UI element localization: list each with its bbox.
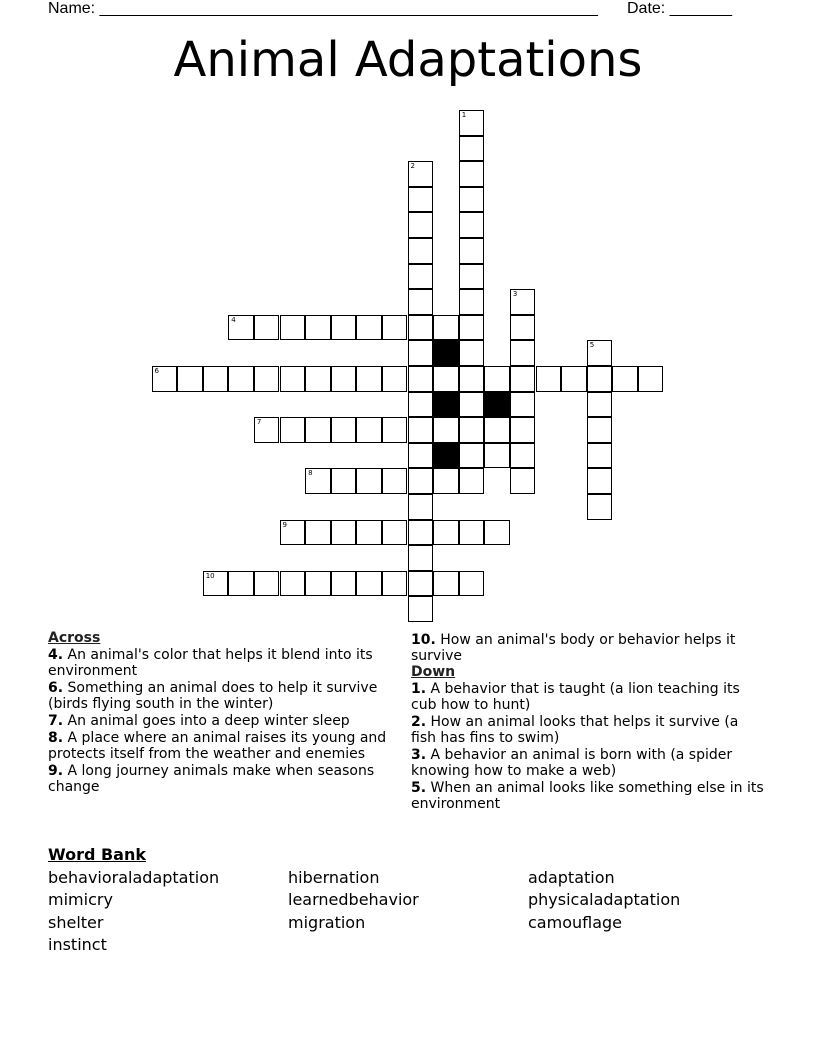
crossword-cell[interactable]: [228, 571, 254, 597]
clues-column-right: [411, 630, 766, 812]
crossword-cell[interactable]: [510, 468, 536, 494]
crossword-cell[interactable]: [280, 366, 306, 392]
word-bank-item: adaptation: [528, 868, 615, 887]
crossword-cell[interactable]: [305, 468, 331, 494]
crossword-cell[interactable]: [177, 366, 203, 392]
crossword-cell[interactable]: [638, 366, 664, 392]
crossword-cell[interactable]: [459, 238, 485, 264]
clue-number-6: 6: [154, 367, 159, 375]
name-line[interactable]: ________________________________________________________: [99, 0, 598, 17]
crossword-cell[interactable]: [408, 468, 434, 494]
clue-across-8: 8. A place where an animal raises its young and protects itself from the weather and enemies: [48, 730, 387, 762]
crossword-cell[interactable]: [433, 520, 459, 546]
crossword-cell[interactable]: [280, 315, 306, 341]
crossword-cell[interactable]: [433, 417, 459, 443]
crossword-cell[interactable]: [408, 366, 434, 392]
crossword-cell[interactable]: [382, 571, 408, 597]
crossword-cell[interactable]: [408, 596, 434, 622]
word-bank-item: camouflage: [528, 913, 622, 932]
clue-across-9: 9. A long journey animals make when seasons change: [48, 763, 375, 795]
clue-number-2: 2: [410, 162, 415, 171]
crossword-cell[interactable]: [356, 520, 382, 546]
crossword-cell[interactable]: [331, 315, 357, 341]
crossword-cell[interactable]: [408, 417, 434, 443]
crossword-cell[interactable]: [408, 289, 434, 315]
crossword-cell[interactable]: [510, 315, 536, 341]
crossword-cell[interactable]: [408, 161, 434, 187]
crossword-cell[interactable]: [484, 520, 510, 546]
crossword-cell[interactable]: [408, 545, 434, 571]
word-bank-item: physicaladaptation: [528, 890, 681, 909]
clue-number-10: 10: [205, 571, 215, 580]
crossword-cell[interactable]: [484, 417, 510, 443]
crossword-cell[interactable]: [356, 468, 382, 494]
crossword-cell[interactable]: [305, 366, 331, 392]
crossword-cell[interactable]: [459, 110, 485, 136]
crossword-cell[interactable]: [331, 468, 357, 494]
crossword-cell[interactable]: [561, 366, 587, 392]
clue-down-1: 1. A behavior that is taught (a lion teaching its cub how to hunt): [411, 681, 740, 713]
date-line[interactable]: _______: [669, 0, 732, 17]
clue-across-6: 6. Something an animal does to help it survive (birds flying south in the winter): [48, 680, 378, 712]
crossword-cell[interactable]: [459, 571, 485, 597]
crossword-cell[interactable]: [484, 366, 510, 392]
crossword-cell[interactable]: [510, 443, 536, 469]
crossword-cell[interactable]: [408, 520, 434, 546]
crossword-cell[interactable]: [587, 392, 613, 418]
crossword-cell[interactable]: [587, 468, 613, 494]
black-square: [433, 340, 459, 366]
crossword-cell[interactable]: [459, 417, 485, 443]
crossword-cell[interactable]: [587, 340, 613, 366]
crossword-cell[interactable]: [280, 520, 306, 546]
clue-number-1: 1: [461, 111, 467, 119]
crossword-cell[interactable]: [408, 392, 434, 418]
crossword-cell[interactable]: [459, 289, 485, 315]
crossword-cell[interactable]: [510, 366, 536, 392]
crossword-cell[interactable]: [382, 520, 408, 546]
crossword-cell[interactable]: [587, 494, 613, 520]
crossword-cell[interactable]: [459, 443, 485, 469]
crossword-cell[interactable]: [203, 571, 229, 597]
crossword-cell[interactable]: [408, 443, 434, 469]
crossword-cell[interactable]: [612, 366, 638, 392]
crossword-cell[interactable]: [331, 366, 357, 392]
clue-across-10: 10. How an animal's body or behavior helps it survive: [411, 632, 736, 664]
crossword-cell[interactable]: [331, 520, 357, 546]
crossword-cell[interactable]: [331, 571, 357, 597]
clue-down-3: 3. A behavior an animal is born with (a spider knowing how to make a web): [411, 747, 733, 779]
crossword-cell[interactable]: [459, 468, 485, 494]
crossword-cell[interactable]: [305, 315, 331, 341]
clues-column-left: [48, 630, 393, 795]
clue-number-8: 8: [308, 469, 313, 478]
crossword-cell[interactable]: [408, 187, 434, 213]
crossword-cell[interactable]: [254, 366, 280, 392]
crossword-cell[interactable]: [408, 571, 434, 597]
crossword-cell[interactable]: [331, 417, 357, 443]
crossword-cell[interactable]: [203, 366, 229, 392]
crossword-cell[interactable]: [459, 136, 485, 162]
clue-across-7: 7. An animal goes into a deep winter sleep: [48, 713, 350, 729]
crossword-cell[interactable]: [459, 187, 485, 213]
crossword-cell[interactable]: [305, 417, 331, 443]
across-heading: Across: [48, 630, 101, 646]
word-bank-item: mimicry: [48, 890, 113, 909]
crossword-cell[interactable]: [382, 366, 408, 392]
crossword-cell[interactable]: [459, 315, 485, 341]
crossword-cell[interactable]: [356, 366, 382, 392]
crossword-cell[interactable]: [305, 571, 331, 597]
crossword-cell[interactable]: [459, 161, 485, 187]
word-bank-item: learnedbehavior: [288, 890, 419, 909]
crossword-cell[interactable]: [356, 417, 382, 443]
crossword-cell[interactable]: [254, 417, 280, 443]
crossword-cell[interactable]: [408, 340, 434, 366]
crossword-cell[interactable]: [228, 366, 254, 392]
crossword-cell[interactable]: [587, 417, 613, 443]
black-square: [433, 392, 459, 418]
crossword-cell[interactable]: [305, 520, 331, 546]
crossword-cell[interactable]: [408, 494, 434, 520]
black-square: [433, 443, 459, 469]
crossword-cell[interactable]: [254, 315, 280, 341]
crossword-cell[interactable]: [382, 315, 408, 341]
word-bank-item: instinct: [48, 935, 107, 954]
crossword-cell[interactable]: [280, 417, 306, 443]
clue-down-5: 5. When an animal looks like something else in its environment: [411, 780, 764, 812]
black-square: [484, 392, 510, 418]
crossword-cell[interactable]: [459, 366, 485, 392]
crossword-cell[interactable]: [152, 366, 178, 392]
crossword-cell[interactable]: [459, 212, 485, 238]
crossword-cell[interactable]: [536, 366, 562, 392]
crossword-cell[interactable]: [356, 315, 382, 341]
clue-number-5: 5: [589, 341, 595, 350]
crossword-cell[interactable]: [382, 417, 408, 443]
down-heading: Down: [411, 664, 456, 680]
clue-across-4: 4. An animal's color that helps it blend into its environment: [48, 647, 373, 679]
date-label: Date:: [627, 0, 666, 17]
crossword-cell[interactable]: [510, 417, 536, 443]
crossword-cell[interactable]: [254, 571, 280, 597]
word-bank-heading: Word Bank: [48, 845, 147, 864]
clue-number-4: 4: [231, 315, 236, 324]
crossword-cell[interactable]: [228, 315, 254, 341]
crossword-cell[interactable]: [280, 571, 306, 597]
crossword-cell[interactable]: [459, 264, 485, 290]
clue-down-2: 2. How an animal looks that helps it survive (a fish has fins to swim): [411, 714, 739, 746]
clue-number-3: 3: [512, 290, 518, 299]
name-label: Name:: [48, 0, 96, 17]
crossword-cell[interactable]: [433, 571, 459, 597]
crossword-cell[interactable]: [433, 366, 459, 392]
crossword-cell[interactable]: [510, 289, 536, 315]
clue-number-9: 9: [282, 520, 287, 529]
crossword-cell[interactable]: [382, 468, 408, 494]
crossword-cell[interactable]: [408, 315, 434, 341]
crossword-cell[interactable]: [459, 520, 485, 546]
crossword-cell[interactable]: [408, 264, 434, 290]
word-bank-item: behavioraladaptation: [48, 868, 220, 887]
crossword-cell[interactable]: [587, 366, 613, 392]
crossword-cell[interactable]: [510, 340, 536, 366]
crossword-cell[interactable]: [408, 238, 434, 264]
word-bank-item: shelter: [48, 913, 104, 932]
crossword-cell[interactable]: [408, 212, 434, 238]
crossword-cell[interactable]: [459, 392, 485, 418]
crossword-cell[interactable]: [510, 392, 536, 418]
page-title: Animal Adaptations: [173, 32, 643, 88]
clue-number-7: 7: [256, 418, 262, 427]
crossword-cell[interactable]: [484, 443, 510, 469]
crossword-cell[interactable]: [433, 468, 459, 494]
crossword-cell[interactable]: [587, 443, 613, 469]
word-bank-item: hibernation: [288, 868, 380, 887]
crossword-cell[interactable]: [459, 340, 485, 366]
crossword-cell[interactable]: [356, 571, 382, 597]
word-bank-item: migration: [288, 913, 366, 932]
crossword-cell[interactable]: [433, 315, 459, 341]
